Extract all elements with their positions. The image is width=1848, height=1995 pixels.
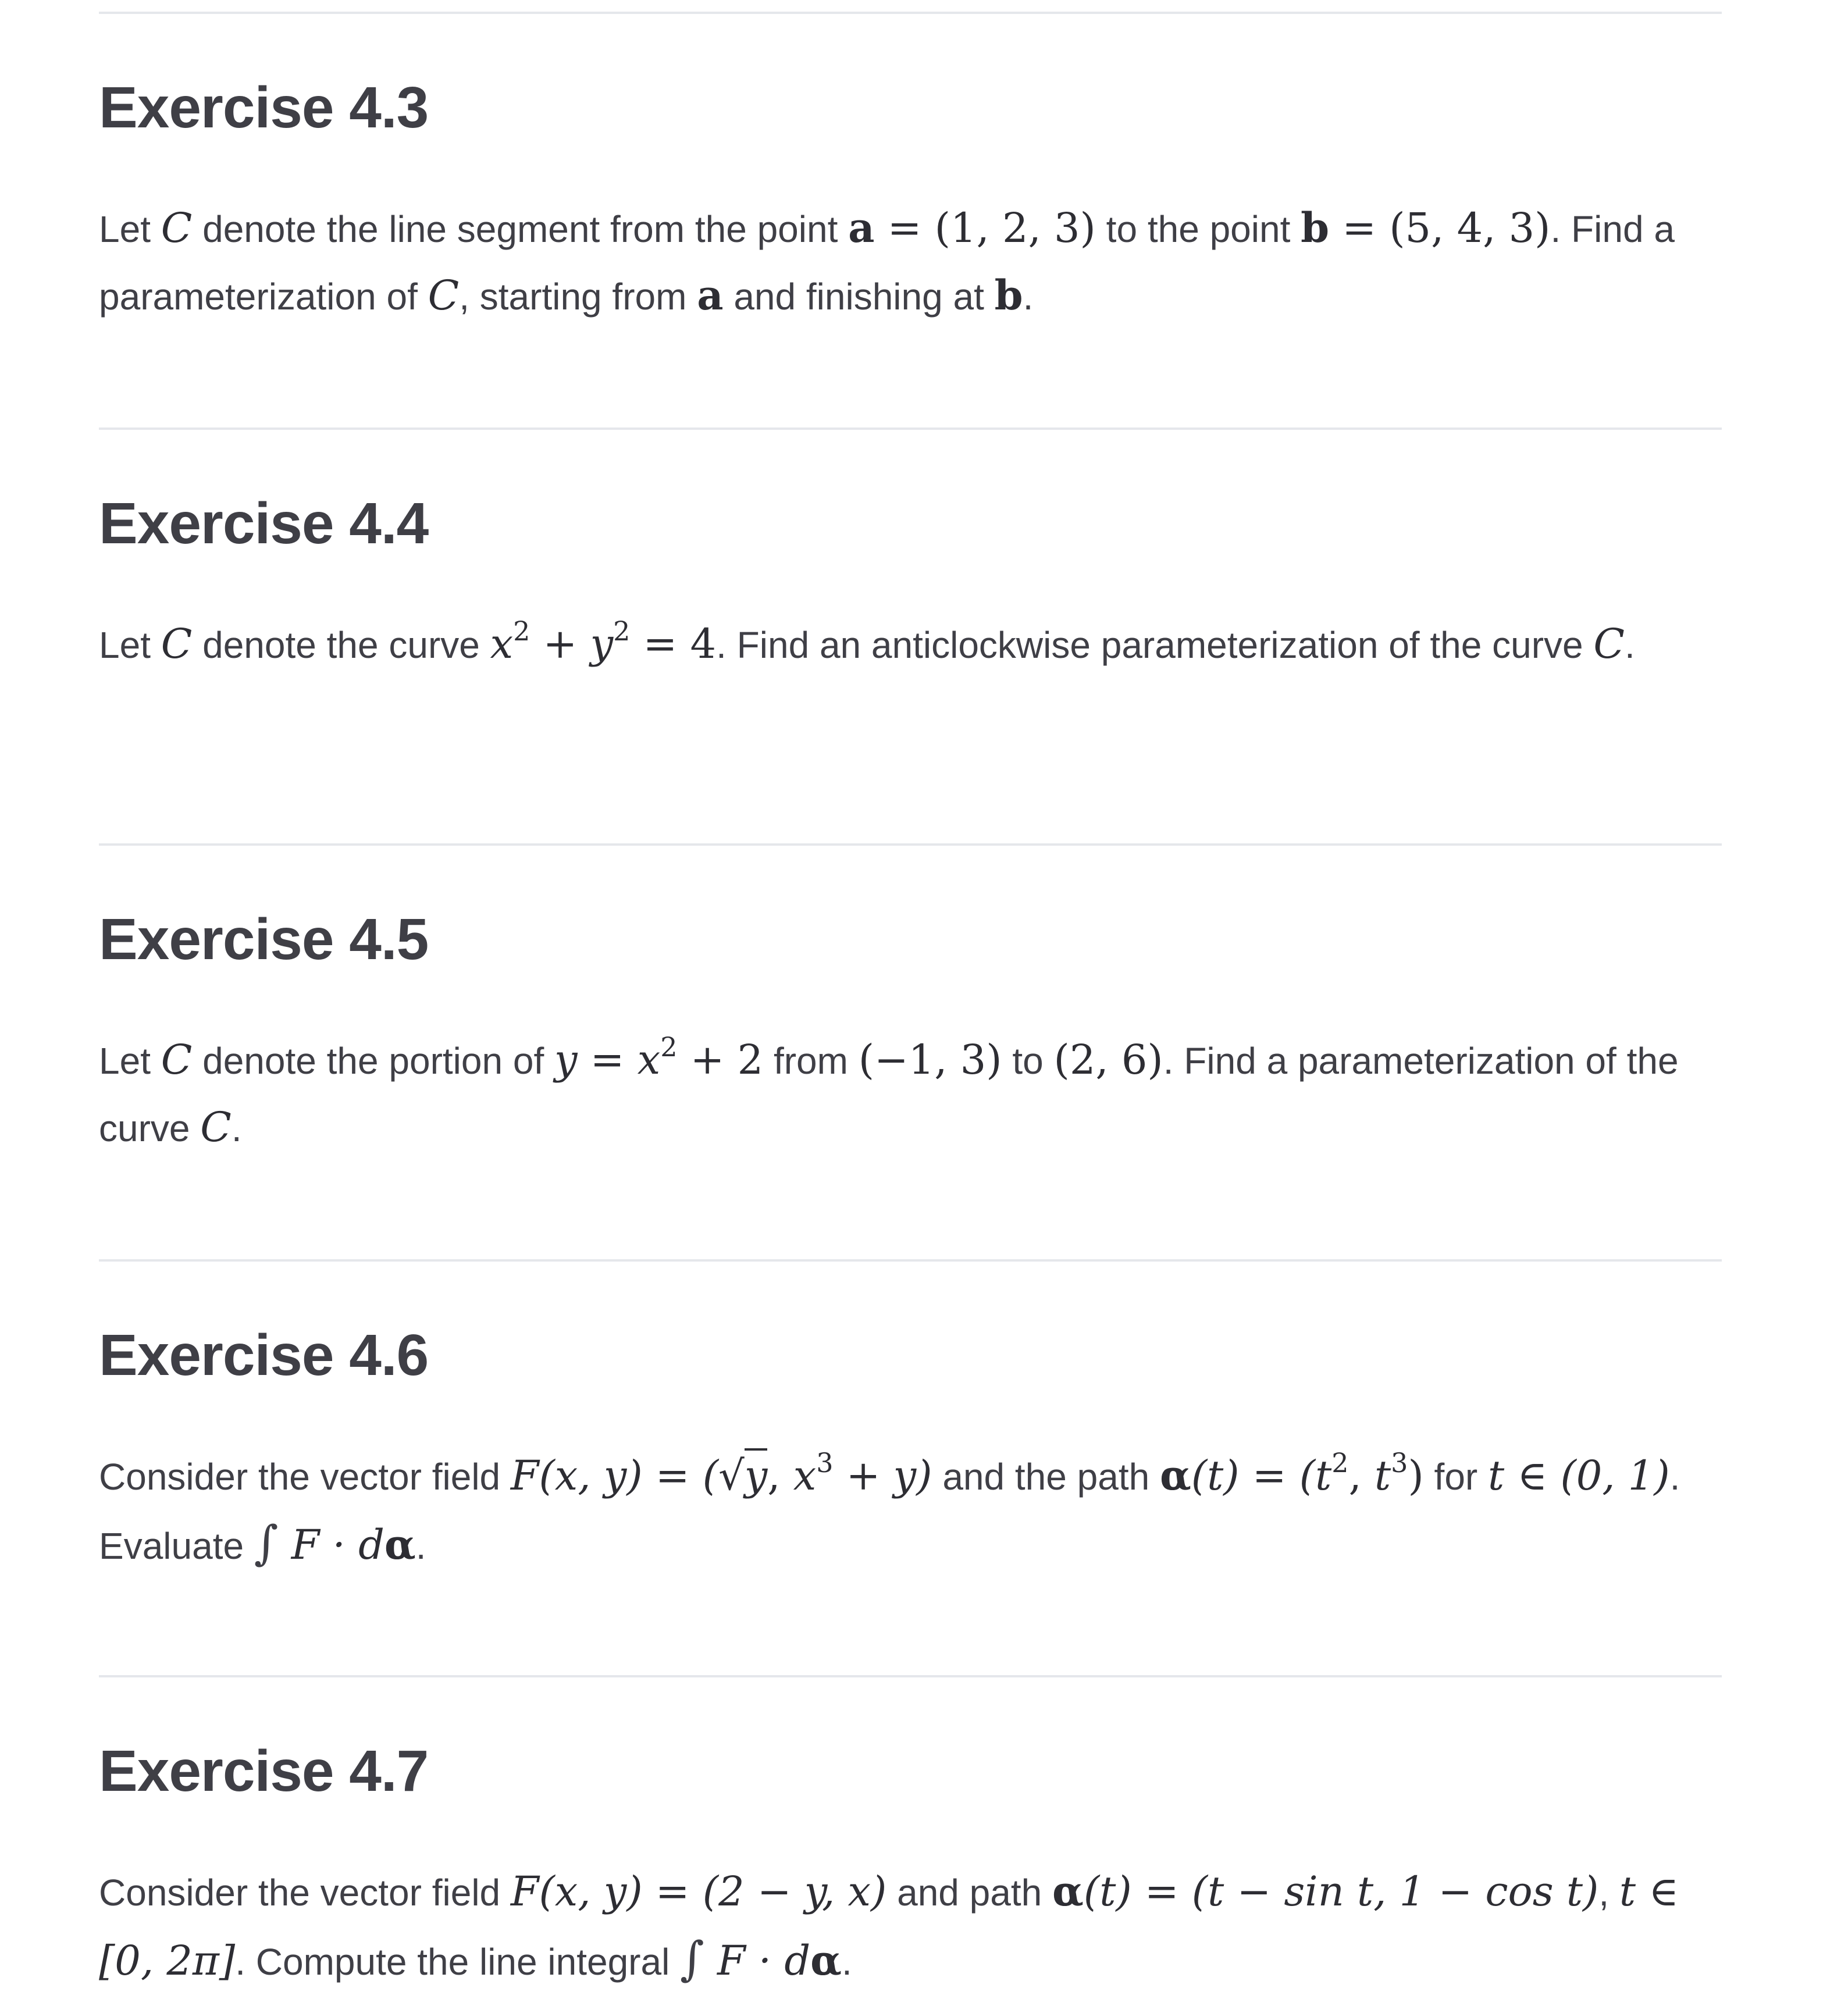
math-field-symbol: F (510, 1452, 539, 1499)
math-variable-x: x (637, 1036, 661, 1084)
math-variable-t: t (1375, 1452, 1391, 1499)
divider (99, 1675, 1722, 1677)
math-exponent: 3 (816, 1447, 834, 1479)
statement-text: Let (99, 624, 161, 666)
statement-text: denote the line segment from the point (192, 208, 849, 250)
math-field-symbol: F (510, 1868, 539, 1915)
math-sqrt-sign: √ (718, 1452, 745, 1499)
math-integrand: F · d (704, 1937, 811, 1985)
integral-sign: ∫ (680, 1932, 704, 1986)
math-path-symbol: α (384, 1520, 416, 1569)
math-curve-symbol: C (1593, 620, 1625, 668)
statement-text: . Compute the line integral (235, 1941, 681, 1983)
exercise-title: Exercise 4.5 (99, 907, 429, 972)
math-vector-b: b (1301, 204, 1330, 252)
math-curve-symbol: C (161, 1036, 193, 1084)
math-end-point: (2, 6) (1053, 1036, 1163, 1084)
exercise-statement (99, 1858, 1722, 1995)
statement-text: Consider the vector field (99, 1456, 511, 1498)
exercise-4-6 (99, 1320, 1722, 1579)
exercise-statement (99, 1442, 1722, 1579)
math-variable-x: x (490, 620, 514, 668)
statement-text: Consider the vector field (99, 1872, 511, 1914)
statement-text: . (842, 1941, 852, 1983)
integral-sign: ∫ (254, 1516, 279, 1570)
divider (99, 843, 1722, 846)
exercise-statement (99, 1027, 1722, 1162)
math-variable-x: x (793, 1452, 817, 1499)
math-operator: + (530, 620, 590, 668)
exercise-title: Exercise 4.3 (99, 75, 429, 140)
statement-text: and finishing at (723, 276, 995, 318)
math-variable-y: y (554, 1036, 578, 1084)
math-curve-symbol: C (161, 620, 193, 668)
statement-text: , starting from (459, 276, 697, 318)
divider (99, 428, 1722, 430)
math-curve-symbol: C (428, 272, 460, 319)
math-field-definition: (x, y) = (2 − y, x) (539, 1868, 887, 1915)
exercise-4-3 (99, 73, 1722, 330)
math-separator: , (767, 1452, 793, 1499)
math-vector-b: b (994, 271, 1023, 319)
math-field-args: (x, y) = ( (539, 1452, 719, 1499)
math-integrand: F · d (278, 1521, 384, 1569)
math-close-paren: ) (1408, 1452, 1424, 1499)
math-path-symbol: α (810, 1936, 842, 1985)
math-point-b: = (5, 4, 3) (1329, 204, 1551, 252)
statement-text: Let (99, 208, 161, 250)
math-path-symbol: α (1159, 1451, 1191, 1499)
exercise-4-5 (99, 904, 1722, 1162)
math-equals: = (577, 1036, 638, 1084)
statement-text: denote the curve (192, 624, 490, 666)
statement-text: . Find an anticlockwise parameterization of the curve (716, 624, 1594, 666)
math-path-args: (t) = ( (1191, 1452, 1316, 1499)
math-constant-term: + 2 (677, 1036, 764, 1084)
exercise-statement (99, 195, 1722, 330)
math-curve-symbol: C (161, 204, 193, 252)
statement-text: . (1624, 624, 1635, 666)
math-separator: , (1348, 1452, 1375, 1499)
math-vector-a: a (697, 271, 724, 319)
divider (99, 1259, 1722, 1262)
statement-text: to the point (1095, 208, 1301, 250)
statement-text: denote the portion of (192, 1040, 554, 1082)
statement-text: . Find a parameterization of (99, 208, 1675, 318)
math-variable-t: t (1315, 1452, 1332, 1499)
statement-text: . (231, 1107, 242, 1149)
math-exponent: 2 (660, 1031, 678, 1063)
math-parameter-domain: t ∈ [0, 2π] (99, 1868, 1679, 1985)
statement-text: . Find a parameterization of the curve (99, 1040, 1679, 1149)
math-exponent: 2 (513, 615, 530, 647)
math-path-symbol: α (1052, 1867, 1084, 1915)
math-curve-symbol: C (200, 1103, 232, 1151)
exercise-title: Exercise 4.6 (99, 1323, 429, 1388)
exercise-4-4 (99, 489, 1722, 678)
math-path-definition: (t) = (t − sin t, 1 − cos t) (1083, 1868, 1599, 1915)
statement-text: . (415, 1525, 426, 1567)
statement-text: for (1423, 1456, 1488, 1498)
math-point-a: = (1, 2, 3) (874, 204, 1096, 252)
statement-text: . Evaluate (99, 1456, 1680, 1567)
math-parameter-domain: t ∈ (0, 1) (1488, 1452, 1670, 1499)
math-exponent: 3 (1391, 1447, 1408, 1479)
exercise-statement (99, 611, 1722, 678)
math-exponent: 2 (613, 615, 631, 647)
math-exponent: 2 (1331, 1447, 1349, 1479)
math-radicand: y (745, 1448, 768, 1499)
divider (99, 12, 1722, 14)
math-variable-y: y (590, 620, 614, 668)
statement-text: to (1002, 1040, 1054, 1082)
math-equals-value: = 4 (630, 620, 717, 668)
statement-text: , (1598, 1872, 1619, 1914)
exercise-4-7 (99, 1736, 1722, 1995)
statement-text: Let (99, 1040, 161, 1082)
exercise-title: Exercise 4.7 (99, 1738, 429, 1804)
statement-text: and the path (932, 1456, 1160, 1498)
math-start-point: (−1, 3) (858, 1036, 1002, 1084)
math-field-tail: + y) (833, 1452, 932, 1499)
math-vector-a: a (848, 204, 875, 252)
statement-text: . (1023, 276, 1034, 318)
statement-text: and path (886, 1872, 1053, 1914)
statement-text: from (763, 1040, 859, 1082)
exercise-title: Exercise 4.4 (99, 491, 429, 556)
